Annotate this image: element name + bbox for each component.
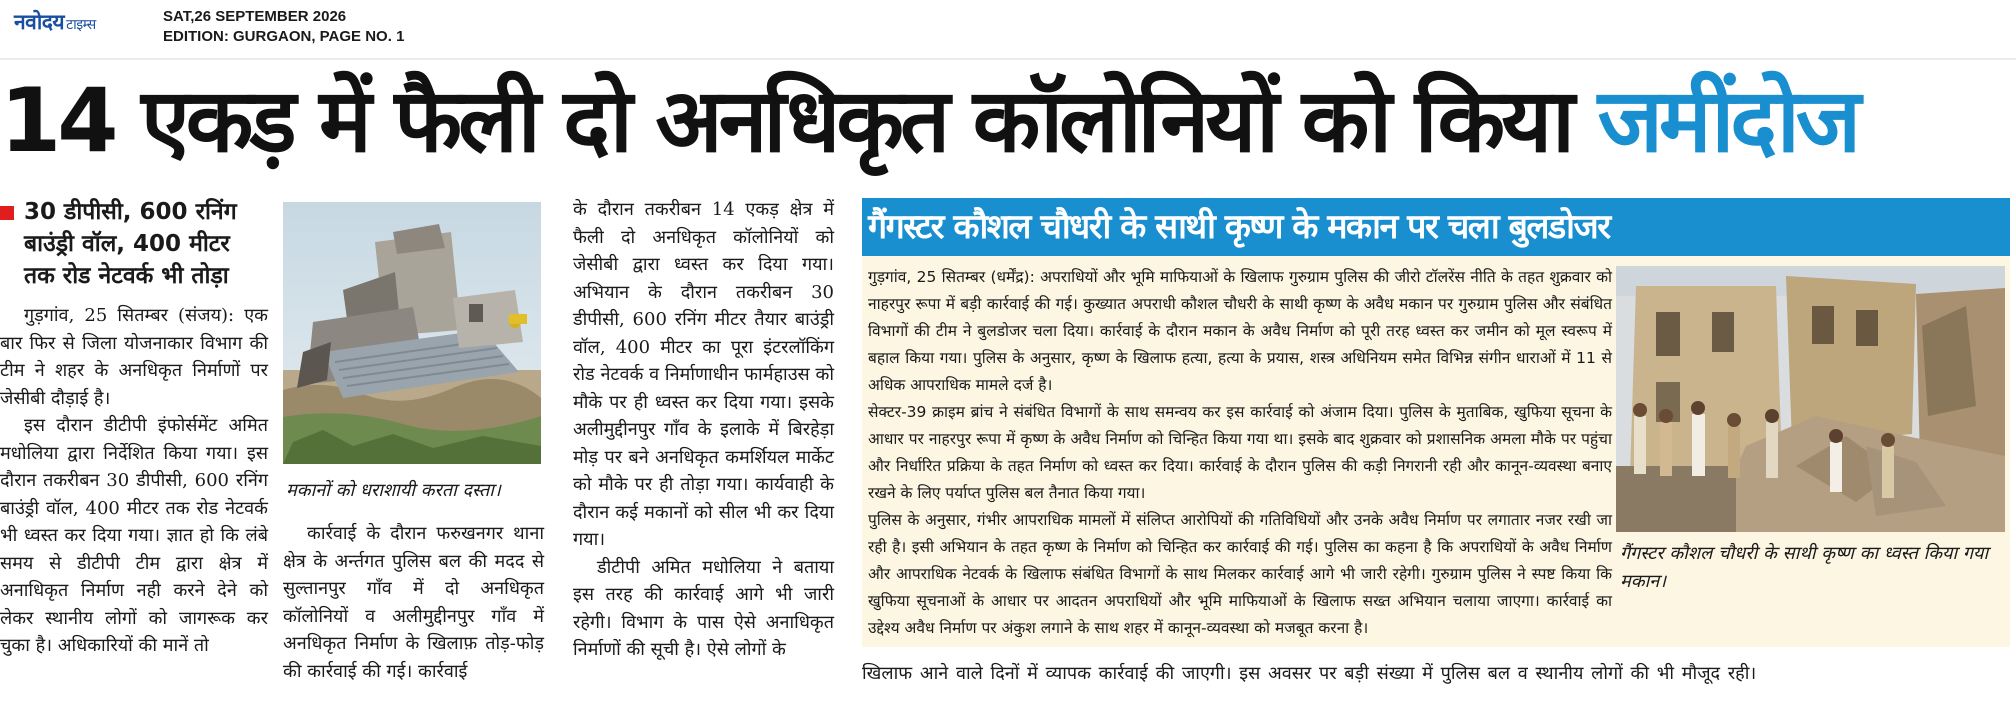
story-paragraph: गुड़गांव, 25 सितम्बर (संजय): एक बार फिर से जिला योजनाकार विभाग की टीम ने शहर के अनधिकृत निर्माणों पर जेसीबी दौड़ाई है। — [0, 305, 268, 409]
subhead-text: 30 डीपीसी, 600 रनिंग बाउंड्री वॉल, 400 मीटर तक रोड नेटवर्क भी तोड़ा — [24, 199, 237, 289]
story-paragraph: इस दौरान डीटीपी इंफोर्समेंट अमित मधोलिया द्वारा निर्देशित किया गया। इस दौरान तकरीबन 30 डीपीसी, 600 रनिंग बाउंड्री वॉल, 400 मीटर तक रोड नेटवर्क भी ध्वस्त कर दिया गया। ज्ञात हो कि लंबे समय से डीटीपी टीम द्वारा क्षेत्र में अनाधिकृत निर्माण नही करने देने को लेकर स्थानीय लोगों को जागरूक कर चुका है। अधिकारियों की मानें तो — [0, 415, 268, 656]
newspaper-logo[interactable] — [14, 8, 96, 36]
story-column-3 — [573, 196, 834, 664]
feature-body — [868, 264, 1612, 642]
feature-bottom-line: खिलाफ आने वाले दिनों में व्यापक कार्रवाई की जाएगी। इस अवसर पर बड़ी संख्या में पुलिस बल व स्थानीय लोगों की भी मौजूद रही। — [862, 663, 1757, 684]
feature-story-box — [862, 198, 2010, 647]
feature-paragraph: गुड़गांव, 25 सितम्बर (धर्मेंद्र): अपराधियों और भूमि माफियाओं के खिलाफ गुरुग्राम पुलिस की जीरो टॉलरेंस नीति के तहत शुक्रवार को नाहरपुर रूपा में बड़ी कार्रवाई की गई। कुख्यात अपराधी कौशल चौधरी के साथी कृष्ण के अवैध मकान पर गुरुग्राम पुलिस और संबंधित विभागों की टीम ने बुलडोजर चला दिया। कार्रवाई के दौरान मकान के अवैध निर्माण को पूरी तरह ध्वस्त कर जमीन को मूल स्वरूप में बहाल किया गया। पुलिस के अनुसार, कृष्ण के खिलाफ हत्या, हत्या के प्रयास, शस्त्र अधिनियम समेत विभिन्न संगीन धाराओं में 11 से अधिक आपराधिक मामले दर्ज है। — [868, 268, 1612, 394]
demolished-house-photo — [1616, 266, 2005, 532]
story-paragraph: के दौरान तकरीबन 14 एकड़ क्षेत्र में फैली दो अनधिकृत कॉलोनियों को जेसीबी द्वारा ध्वस्त कर दिया गया। अभियान के दौरान तकरीबन 30 डीपीसी, 600 रनिंग मीटर तैयार बाउंड्री वॉल, 400 मीटर का पूरा इंटरलॉकिंग रोड नेटवर्क व निर्माणाधीन फार्महाउस को मौके पर ही ध्वस्त कर दिया गया। इसके अलीमुद्दीनपुर गाँव के इलाके में बिरहेड़ा मोड़ पर बने अनधिकृत कमर्शियल मार्केट को मौके पर ही तोड़ा गया। कार्यवाही के दौरान कई मकानों को सील भी कर दिया गया। — [573, 199, 834, 550]
feature-headline: गैंगस्टर कौशल चौधरी के साथी कृष्ण के मकान पर चला बुलडोजर — [862, 198, 2010, 256]
story-paragraph: कार्रवाई के दौरान फरुखनगर थाना क्षेत्र के अर्न्तगत पुलिस बल की मदद से सुल्तानपुर गाँव में दो अनधिकृत कॉलोनियों व अलीमुद्दीनपुर गाँव में अनधिकृत निर्माण के खिलाफ़ तोड़-फोड़ की कार्रवाई की गई। कार्रवाई — [283, 523, 544, 682]
issue-date: SAT,26 SEPTEMBER 2026 — [163, 8, 347, 25]
feature-paragraph: पुलिस के अनुसार, गंभीर आपराधिक मामलों में संलिप्त आरोपियों की गतिविधियों और उनके अवैध निर्माण पर लगातार नजर रखी जा रही है। इसी अभियान के तहत कृष्ण के निर्माण को चिन्हित कर कार्रवाई की गई। पुलिस का कहना है कि अपराधियों के अवैध निर्माण और आपराधिक नेटवर्क के खिलाफ संबंधित विभागों के साथ मिलकर कार्रवाई आगे भी जारी रहेगी। गुरुग्राम पुलिस ने स्पष्ट किया कि खुफिया सूचनाओं के आधार पर आदतन अपराधियों और भूमि माफियाओं के खिलाफ सख्त अभियान चलाया जाएगा। कार्रवाई का उद्देश्य अवैध निर्माण पर अंकुश लगाने के साथ शहर में कानून-व्यवस्था को मजबूत करना है। — [868, 511, 1612, 637]
story-paragraph: डीटीपी अमित मधोलिया ने बताया इस तरह की कार्रवाई आगे भी जारी रहेगी। विभाग के पास ऐसे अनाधिकृत निर्माणों की सूची है। ऐसे लोगों के — [573, 556, 834, 660]
bullet-square-icon — [0, 206, 14, 220]
logo-text: नवोदय — [14, 10, 65, 34]
story-column-1 — [0, 196, 268, 660]
headline-text: 14 एकड़ में फैली दो अनधिकृत कॉलोनियों को किया — [0, 69, 1598, 172]
photo-caption-1: मकानों को धराशायी करता दस्ता। — [286, 480, 501, 501]
photo-caption-2: गैंगस्टर कौशल चौधरी के साथी कृष्ण का ध्वस्त किया गया मकान। — [1620, 543, 1989, 592]
main-headline — [0, 62, 2010, 180]
dateline — [163, 7, 404, 47]
headline-accent: जमींदोज — [1597, 69, 1858, 172]
masthead — [0, 0, 2016, 60]
story-subhead — [0, 196, 268, 292]
feature-paragraph: सेक्टर-39 क्राइम ब्रांच ने संबंधित विभागों के साथ समन्वय कर इस कार्रवाई को अंजाम दिया। पुलिस के मुताबिक, खुफिया सूचना के आधार पर नाहरपुर रूपा में कृष्ण के अवैध निर्माण को चिन्हित किया गया था। इसके बाद शुक्रवार को प्रशासनिक अमला मौके पर पहुंचा और निर्धारित प्रक्रिया के तहत निर्माण को ध्वस्त कर दिया। कार्रवाई के दौरान पुलिस की कड़ी निगरानी रही और कानून-व्यवस्था बनाए रखने के लिए पर्याप्त पुलिस बल तैनात किया गया। — [868, 403, 1612, 502]
story-column-2 — [283, 520, 544, 685]
demolition-photo — [283, 202, 541, 464]
edition-info: EDITION: GURGAON, PAGE NO. 1 — [163, 28, 405, 45]
story-body-1 — [0, 302, 268, 660]
logo-subtext: टाइम्स — [66, 17, 96, 33]
